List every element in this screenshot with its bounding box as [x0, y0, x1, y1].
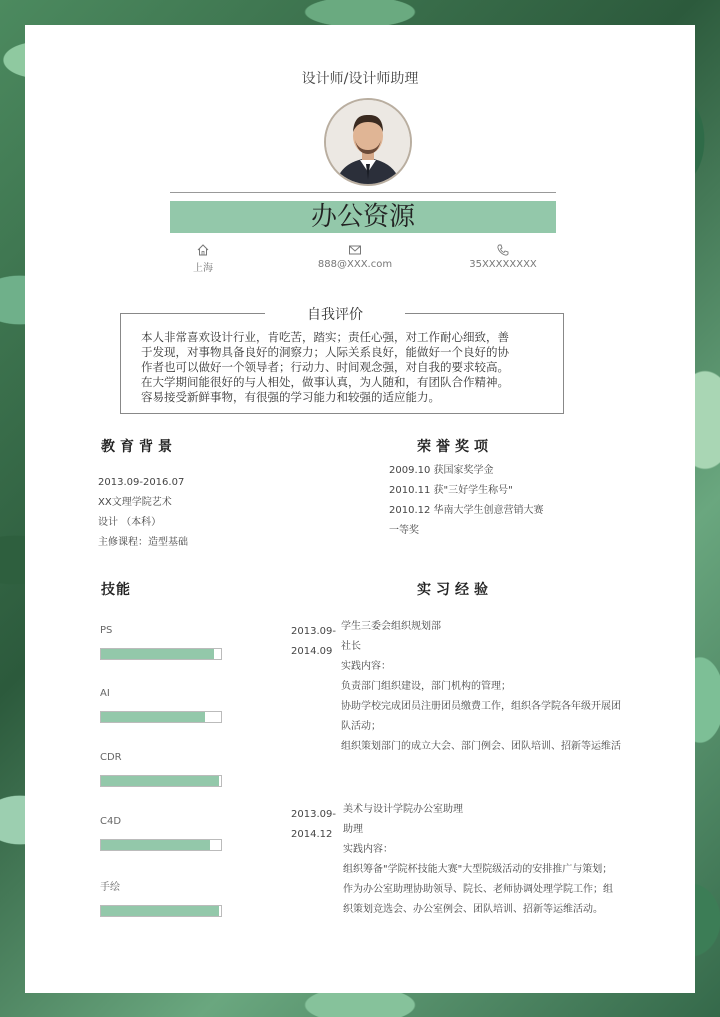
honors-heading: 荣誉奖项 — [417, 439, 493, 455]
education-line: 主修课程：造型基础 — [98, 537, 188, 548]
education-line: 设计 （本科） — [98, 517, 162, 528]
internship-line: 助理 — [343, 824, 363, 835]
internship-line: 协助学校完成团员注册团员缴费工作，组织各学院各年级开展团 — [341, 701, 621, 712]
skill-bar — [100, 711, 222, 723]
education-line: XX文理学院艺术 — [98, 497, 172, 508]
internship-date-end: 2014.09 — [291, 646, 333, 657]
internship-line: 织策划竞选会、办公室例会、团队培训、招新等运维活动。 — [343, 904, 603, 915]
internship-line: 实践内容： — [343, 844, 393, 855]
skills-heading: 技能 — [101, 582, 131, 598]
home-icon — [143, 243, 263, 259]
education-heading: 教育背景 — [101, 439, 177, 455]
phone-icon — [443, 243, 563, 259]
internship-line: 队活动； — [341, 721, 381, 732]
education-details — [98, 473, 188, 553]
internship-line: 组织筹备"学院杯技能大赛"大型院级活动的安排推广与策划； — [343, 864, 613, 875]
contact-phone — [443, 243, 563, 270]
skill-fill — [101, 776, 219, 786]
avatar — [324, 98, 412, 186]
internship-line: 作为办公室助理协助领导、院长、老师协调处理学院工作；组 — [343, 884, 613, 895]
contact-location-text: 上海 — [193, 263, 213, 274]
contact-email-text: 888@XXX.com — [317, 259, 393, 270]
skill-bar — [100, 775, 222, 787]
skill-bar — [100, 839, 222, 851]
skill-item — [100, 878, 222, 917]
skill-item — [100, 752, 222, 787]
internship-entry — [343, 800, 613, 920]
avatar-photo — [326, 100, 410, 184]
honor-line: 2010.11 获"三好学生称号" — [389, 485, 513, 496]
job-title: 设计师/设计师助理 — [301, 71, 419, 87]
skill-fill — [101, 906, 219, 916]
skill-name: 手绘 — [100, 882, 120, 893]
internship-entry — [341, 617, 621, 757]
internship-line: 学生三委会组织规划部 — [341, 621, 441, 632]
internship-line: 实践内容： — [341, 661, 391, 672]
skill-name: PS — [100, 625, 113, 636]
internship-line: 组织策划部门的成立大会、部门例会、团队培训、招新等运维活 — [341, 741, 621, 752]
self-eval-line: 作者也可以做好一个领导者；行动力、时间观念强，对自我的要求较高。 — [141, 360, 509, 374]
internship-line: 美术与设计学院办公室助理 — [343, 804, 463, 815]
resume-sheet — [25, 25, 695, 993]
honor-line: 2009.10 获国家奖学金 — [389, 465, 494, 476]
contact-location — [143, 243, 263, 274]
contact-email — [295, 243, 415, 270]
contact-phone-text: 35XXXXXXXX — [469, 259, 537, 270]
honor-line: 2010.12 华南大学生创意营销大赛 — [389, 505, 544, 516]
skill-fill — [101, 840, 210, 850]
honors-details — [389, 461, 544, 541]
skill-fill — [101, 649, 214, 659]
skill-item — [100, 688, 222, 723]
skill-item — [100, 816, 222, 851]
skill-bar — [100, 905, 222, 917]
skill-fill — [101, 712, 205, 722]
self-eval-line: 本人非常喜欢设计行业，肯吃苦，踏实；责任心强，对工作耐心细致，善 — [141, 330, 509, 344]
internship-heading: 实习经验 — [417, 582, 493, 598]
header-divider — [170, 192, 556, 193]
name-banner: 办公资源 — [170, 201, 556, 233]
internship-date-start: 2013.09- — [291, 626, 336, 637]
internship-date — [291, 805, 336, 845]
self-eval-title: 自我评价 — [265, 304, 405, 324]
internship-date-end: 2014.12 — [291, 829, 333, 840]
self-eval-line: 容易接受新鲜事物，有很强的学习能力和较强的适应能力。 — [141, 390, 440, 404]
self-eval-line: 在大学期间能很好的与人相处，做事认真，为人随和，有团队合作精神。 — [141, 375, 509, 389]
skill-name: CDR — [100, 752, 122, 763]
honor-line: 一等奖 — [389, 525, 419, 536]
skill-name: C4D — [100, 816, 122, 827]
mail-icon — [295, 243, 415, 259]
internship-line: 社长 — [341, 641, 361, 652]
internship-date — [291, 622, 336, 662]
skill-item — [100, 625, 222, 660]
internship-line: 负责部门组织建设，部门机构的管理； — [341, 681, 511, 692]
self-eval-text — [141, 330, 551, 405]
self-eval-line: 于发现，对事物具备良好的洞察力；人际关系良好，能做好一个良好的协 — [141, 345, 509, 359]
skill-bar — [100, 648, 222, 660]
skill-name: AI — [100, 688, 110, 699]
education-line: 2013.09-2016.07 — [98, 477, 185, 488]
internship-date-start: 2013.09- — [291, 809, 336, 820]
